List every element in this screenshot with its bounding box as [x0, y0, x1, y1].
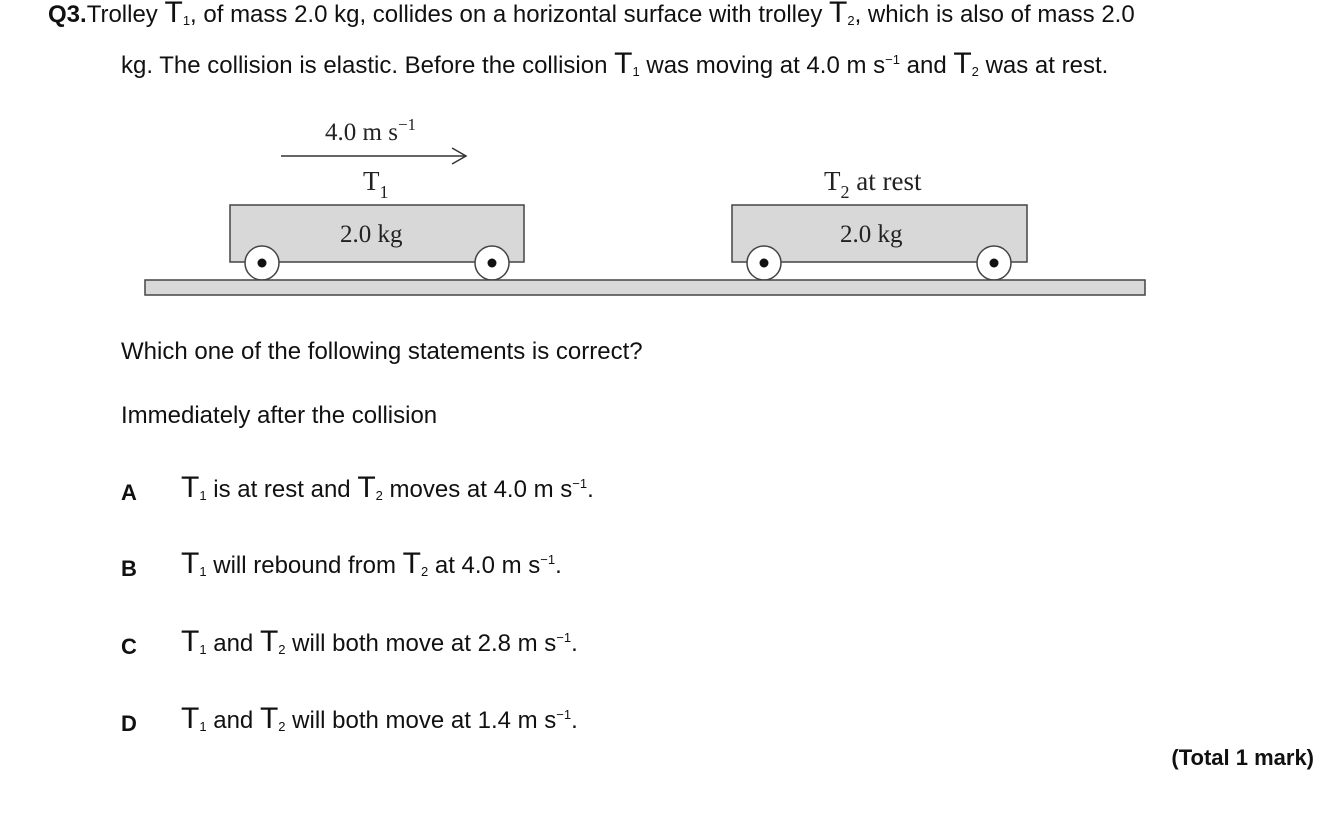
velocity-label: 4.0 m $s^{-1}$	[325, 115, 417, 146]
trolley-diagram	[0, 100, 1334, 310]
q1-t2: T	[829, 0, 848, 29]
q2-text-b: was moving at 4.0 m s	[639, 52, 886, 79]
q1-text-a: Trolley	[86, 1, 165, 28]
option-c-letter: C	[121, 634, 137, 659]
option-c-text: $T_1$ and $T_2$ will both move at 2.8 m $s^{-1}$.	[181, 625, 578, 658]
horizontal-track	[145, 280, 1145, 295]
option-d-text: $T_1$ and $T_2$ will both move at 1.4 m $s^{-1}$.	[181, 702, 578, 735]
trolley2-mass: 2.0 kg	[840, 221, 903, 248]
q2-b-sup: −1	[885, 52, 900, 67]
option-b-text: $T_1$ will rebound from $T_2$ at 4.0 m $s^{-1}$.	[181, 547, 562, 580]
question-prompt: Which one of the following statements is correct?	[121, 338, 643, 365]
total-marks: (Total 1 mark)	[1171, 745, 1314, 770]
q2-t1: T	[614, 47, 633, 80]
q2-t1-sub: 1	[632, 64, 640, 79]
question-lead: Immediately after the collision	[121, 402, 438, 429]
trolley1-wheel-right	[475, 246, 509, 280]
question-line-1	[48, 0, 1135, 36]
q1-t1: T	[164, 0, 183, 29]
trolley2-wheel-left	[747, 246, 781, 280]
q2-text-c: and	[899, 52, 954, 79]
trolley2-label: $T_2$ at rest	[824, 166, 922, 202]
question-line-2	[121, 45, 1108, 87]
q2-t2: T	[953, 47, 972, 80]
trolley1-wheel-left	[245, 246, 279, 280]
option-d-letter: D	[121, 711, 137, 736]
q1-t1-sub: 1	[182, 13, 191, 28]
trolley1-label: $T_1$	[363, 166, 389, 202]
option-a-letter: A	[121, 480, 137, 505]
q1-t2-sub: 2	[847, 13, 855, 28]
question-number: Q3.	[48, 1, 87, 28]
q1-text-c: , which is also of mass 2.0	[854, 1, 1135, 28]
option-b-letter: B	[121, 556, 137, 581]
q1-text-b: , of mass 2.0 kg, collides on a horizontal surface with trolley	[190, 1, 830, 28]
trolley2-wheel-right	[977, 246, 1011, 280]
q2-text-a: kg. The collision is elastic. Before the collision	[121, 52, 615, 79]
option-a-text: $T_1$ is at rest and $T_2$ moves at 4.0 m $s^{-1}$.	[181, 471, 594, 504]
q2-t2-sub: 2	[971, 64, 979, 79]
trolley1-mass: 2.0 kg	[340, 221, 403, 248]
q2-text-d: was at rest.	[978, 52, 1109, 79]
